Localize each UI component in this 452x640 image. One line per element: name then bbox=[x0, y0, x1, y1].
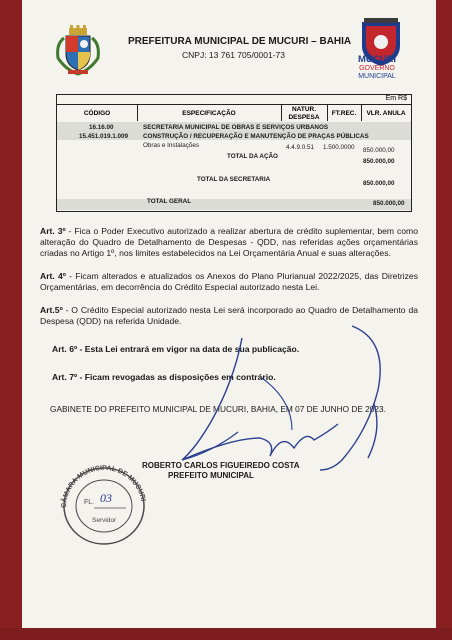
article-6: Art. 6º - Esta Lei entrará em vigor na data de sua publicação. bbox=[52, 344, 300, 354]
logo-name: MUCURI bbox=[358, 54, 396, 65]
unit-label: Em R$ bbox=[385, 95, 407, 102]
row-desc-elemento: Obras e Instalações bbox=[143, 142, 200, 149]
row-ftrec-elemento: 1.500.0000 bbox=[323, 144, 355, 151]
col-divider bbox=[327, 104, 328, 121]
shaded-total-band bbox=[57, 199, 411, 210]
row-vlr-elemento: 850.000,00 bbox=[363, 147, 395, 154]
signatory-name: ROBERTO CARLOS FIGUEIREDO COSTA bbox=[142, 461, 300, 470]
signatory-role: PREFEITO MUNICIPAL bbox=[168, 471, 254, 480]
total-secretaria-value: 850.000,00 bbox=[363, 180, 395, 187]
document-page bbox=[22, 0, 436, 628]
logo-sub2: MUNICIPAL bbox=[358, 73, 396, 80]
header-cnpj: CNPJ: 13 761 705/0001-73 bbox=[182, 50, 286, 60]
col-header-ftrec: FT.REC. bbox=[327, 104, 361, 123]
article-5-label: Art.5º bbox=[40, 305, 63, 315]
col-header-especificacao: ESPECIFICAÇÃO bbox=[137, 104, 281, 123]
article-3-label: Art. 3º bbox=[40, 226, 66, 236]
col-divider bbox=[137, 104, 138, 121]
row-desc-acao: CONSTRUÇÃO / RECUPERAÇÃO E MANUTENÇÃO DE PRAÇAS PÚBLICAS bbox=[143, 133, 369, 140]
municipal-crest-icon bbox=[54, 24, 102, 76]
article-4 bbox=[40, 271, 418, 293]
article-3-text: - Fica o Poder Executivo autorizado a realizar abertura de crédito suplementar, bem como alteração do Quadro de Detalhamento de Despesas - QDD, nas referidas ações orçamentárias criadas no Artigo 1º, nos limites estabelecidos na Lei Orçamentária Anual e suas alterações. bbox=[40, 226, 418, 258]
background-strip bbox=[0, 628, 452, 640]
col-header-natureza bbox=[281, 104, 327, 123]
camara-stamp-icon bbox=[54, 456, 154, 548]
budget-table bbox=[56, 94, 412, 212]
row-code-acao: 15.451.019.1.009 bbox=[79, 133, 129, 140]
stamp-fl-value: 03 bbox=[100, 491, 112, 505]
total-geral-value: 850.000,00 bbox=[373, 200, 405, 207]
article-3 bbox=[40, 226, 418, 259]
stamp-servidor: Servidor bbox=[92, 517, 117, 524]
col-divider bbox=[361, 104, 362, 121]
total-secretaria-label: TOTAL DA SECRETARIA bbox=[197, 176, 271, 183]
col-header-codigo: CÓDIGO bbox=[57, 104, 137, 123]
col-header-natur-line2: DESPESA bbox=[288, 113, 320, 121]
stamp-arc-text: CÂMARA MUNICIPAL DE MUCURI bbox=[60, 464, 147, 509]
row-code-secretaria: 16.16.00 bbox=[89, 124, 114, 131]
signature-scribble-icon bbox=[142, 320, 412, 480]
total-acao-value: 850.000,00 bbox=[363, 158, 395, 165]
row-natur-elemento: 4.4.9.0.51 bbox=[286, 144, 315, 151]
total-acao-label: TOTAL DA AÇÃO bbox=[227, 153, 278, 160]
col-header-natur-line1: NATUR. bbox=[291, 105, 317, 113]
col-header-vlr: VLR. ANULA bbox=[361, 104, 411, 123]
article-4-label: Art. 4º bbox=[40, 271, 66, 281]
article-5-text: - O Crédito Especial autorizado nesta Lei será incorporado ao Quadro de Detalhamento da Despesa (QDD) na referida Unidade. bbox=[40, 305, 418, 326]
header-title: PREFEITURA MUNICIPAL DE MUCURI – BAHIA bbox=[128, 36, 352, 47]
gabinete-line: GABINETE DO PREFEITO MUNICIPAL DE MUCURI, BAHIA, EM 07 DE JUNHO DE 2023. bbox=[50, 404, 386, 414]
col-divider bbox=[281, 104, 282, 121]
logo-sub1: GOVERNO bbox=[359, 65, 395, 72]
article-7: Art. 7º - Ficam revogadas as disposições em contrário. bbox=[52, 372, 276, 382]
article-4-text: - Ficam alterados e atualizados os Anexos do Plano Plurianual 2022/2025, das Diretrizes Orçamentárias, em decorrência do Crédito Especial autorizado nesta Lei. bbox=[40, 271, 418, 292]
row-desc-secretaria: SECRETARIA MUNICIPAL DE OBRAS E SERVIÇOS URBANOS bbox=[143, 124, 329, 131]
total-geral-label: TOTAL GERAL bbox=[147, 198, 192, 205]
stamp-fl-label: FL. bbox=[84, 499, 95, 506]
